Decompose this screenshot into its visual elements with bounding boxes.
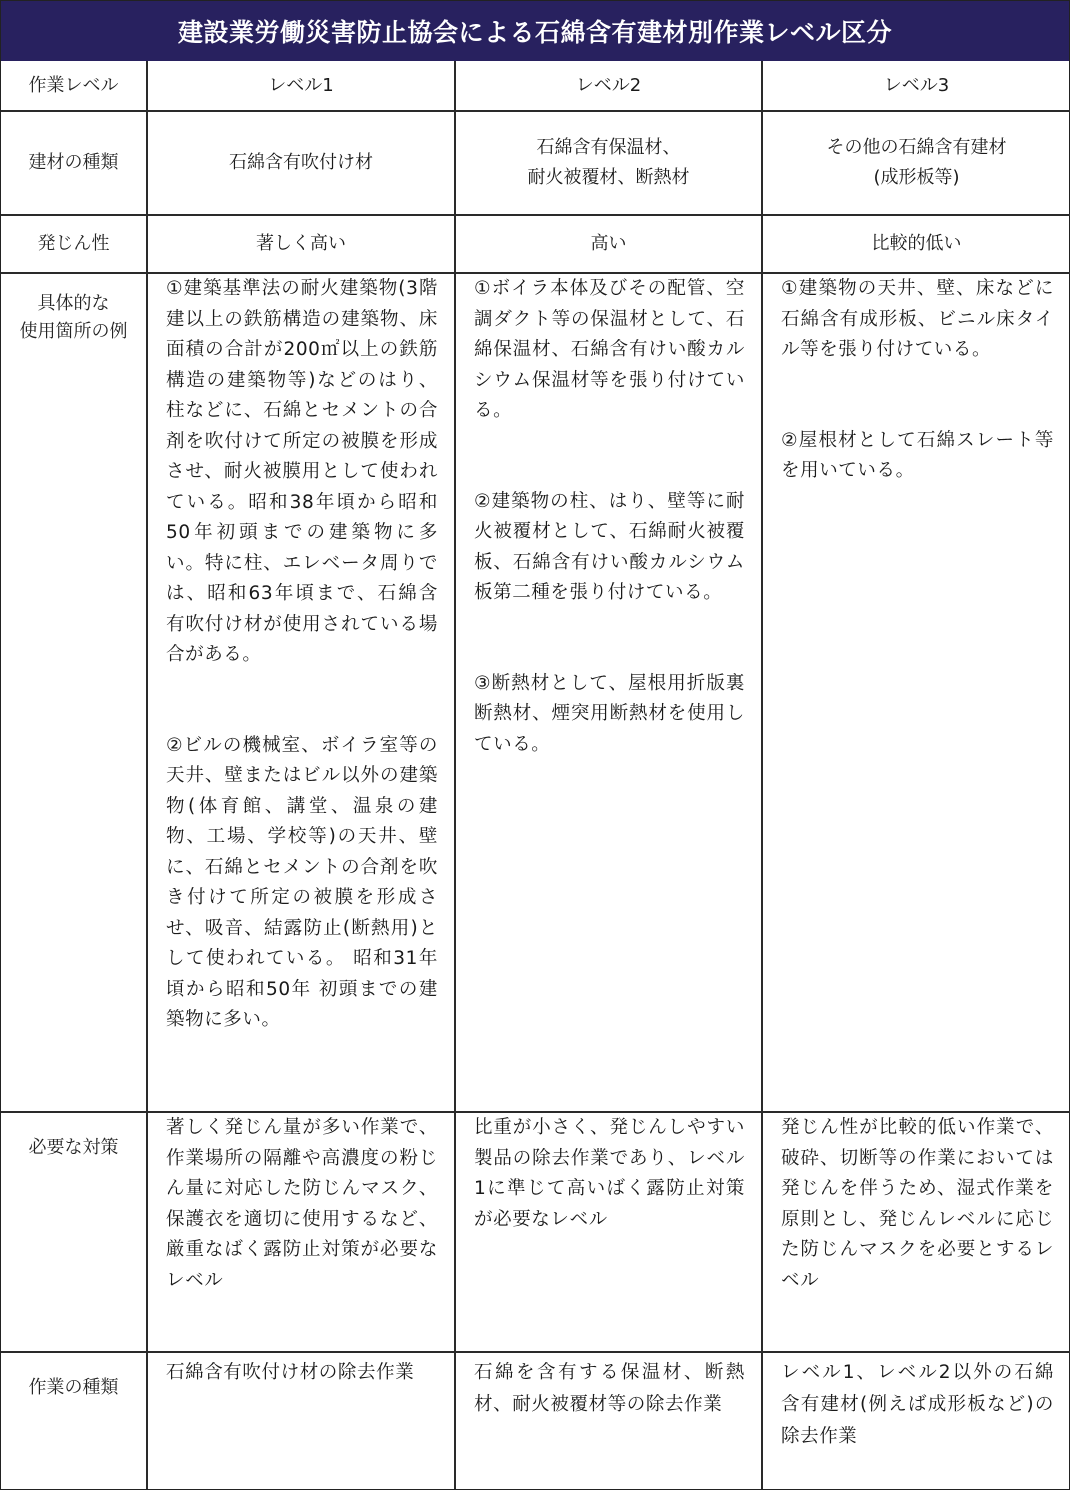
cell-line: 石綿含有吹付け材: [229, 152, 373, 173]
row-label-work-type: 作業の種類: [1, 1352, 147, 1489]
cell-usage-level-3: [762, 273, 1070, 1112]
cell-material-level-3: [762, 111, 1070, 215]
work-level-table: [1, 61, 1070, 1489]
cell-line: (成形板等): [873, 167, 960, 188]
table-row-required-measures: [1, 1112, 1070, 1352]
header-row: [1, 61, 1070, 111]
row-label-material-type: 建材の種類: [1, 111, 147, 215]
cell-worktype-level-2: [455, 1352, 762, 1489]
measures-text: 著しく発じん量が多い作業で、作業場所の隔離や高濃度の粉じん量に対応した防じんマスク、保護衣を適切に使用するなど、厳重なばく露防止対策が必要なレベル: [166, 1117, 438, 1291]
row-label-line: 具体的な: [37, 293, 110, 314]
cell-measures-level-1: [147, 1112, 455, 1352]
usage-paragraph: ②屋根材として石綿スレート等を用いている。: [781, 429, 1054, 481]
cell-measures-level-3: [762, 1112, 1070, 1352]
table-row-usage-examples: [1, 273, 1070, 1112]
cell-usage-level-2: [455, 273, 762, 1112]
usage-paragraph: ①ボイラ本体及びその配管、空調ダクト等の保温材として、石綿保温材、石綿含有けい酸カルシウム保温材等を張り付けている。: [474, 278, 745, 421]
usage-paragraph: ③断熱材として、屋根用折版裏断熱材、煙突用断熱材を使用している。: [474, 672, 745, 755]
table-row-dust-generation: [1, 215, 1070, 273]
header-level-2: レベル2: [455, 61, 762, 111]
usage-paragraph: ①建築物の天井、壁、床などに石綿含有成形板、ビニル床タイル等を張り付けている。: [781, 278, 1054, 360]
cell-worktype-level-3: [762, 1352, 1070, 1489]
cell-line: その他の石綿含有建材: [826, 137, 1007, 158]
header-label: 作業レベル: [1, 61, 147, 111]
cell-dust-level-2: 高い: [455, 215, 762, 273]
measures-text: 比重が小さく、発じんしやすい製品の除去作業であり、レベル1に準じて高いばく露防止対策が必要なレベル: [474, 1117, 745, 1230]
cell-material-level-1: [147, 111, 455, 215]
cell-usage-level-1: [147, 273, 455, 1112]
header-level-1: レベル1: [147, 61, 455, 111]
cell-material-level-2: [455, 111, 762, 215]
table-title: 建設業労働災害防止協会による石綿含有建材別作業レベル区分: [1, 1, 1069, 61]
row-label-dust-generation: 発じん性: [1, 215, 147, 273]
table-row-work-type: [1, 1352, 1070, 1489]
measures-text: 発じん性が比較的低い作業で、破砕、切断等の作業においては発じんを伴うため、湿式作業を原則とし、発じんレベルに応じた防じんマスクを必要とするレベル: [781, 1117, 1054, 1291]
worktype-text: 石綿を含有する保温材、断熱材、耐火被覆材等の除去作業: [474, 1362, 745, 1415]
cell-line: 耐火被覆材、断熱材: [527, 167, 690, 188]
cell-measures-level-2: [455, 1112, 762, 1352]
row-label-required-measures: 必要な対策: [1, 1112, 147, 1352]
worktype-text: 石綿含有吹付け材の除去作業: [166, 1362, 415, 1383]
row-label-line: 使用箇所の例: [19, 321, 128, 342]
usage-paragraph: ②建築物の柱、はり、壁等に耐火被覆材として、石綿耐火被覆板、石綿含有けい酸カルシウム板第二種を張り付けている。: [474, 490, 745, 603]
row-label-usage-examples: [1, 273, 147, 1112]
usage-paragraph: ①建築基準法の耐火建築物(3階建以上の鉄筋構造の建築物、床面積の合計が200㎡以上の鉄筋構造の建築物等)などのはり、柱などに、石綿とセメントの合剤を吹付けて所定の被膜を形成させ、耐火被膜用として使われている。昭和38年頃から昭和50年初頭までの建築物に多い。特に柱、エレベータ周りでは、昭和63年頃まで、石綿含有吹付け材が使用されている場合がある。: [166, 278, 438, 665]
worktype-text: レベル1、レベル2以外の石綿含有建材(例えば成形板など)の除去作業: [781, 1362, 1054, 1447]
usage-paragraph: ②ビルの機械室、ボイラ室等の天井、壁またはビル以外の建築物(体育館、講堂、温泉の建物、工場、学校等)の天井、壁に、石綿とセメントの合剤を吹き付けて所定の被膜を形成させ、吸音、結露防止(断熱用)として使われている。 昭和31年頃から昭和50年 初頭までの建築物に多い。: [166, 734, 438, 1030]
cell-dust-level-1: 著しく高い: [147, 215, 455, 273]
cell-dust-level-3: 比較的低い: [762, 215, 1070, 273]
header-level-3: レベル3: [762, 61, 1070, 111]
cell-line: 石綿含有保温材、: [536, 137, 681, 158]
table-row-material-type: [1, 111, 1070, 215]
cell-worktype-level-1: [147, 1352, 455, 1489]
